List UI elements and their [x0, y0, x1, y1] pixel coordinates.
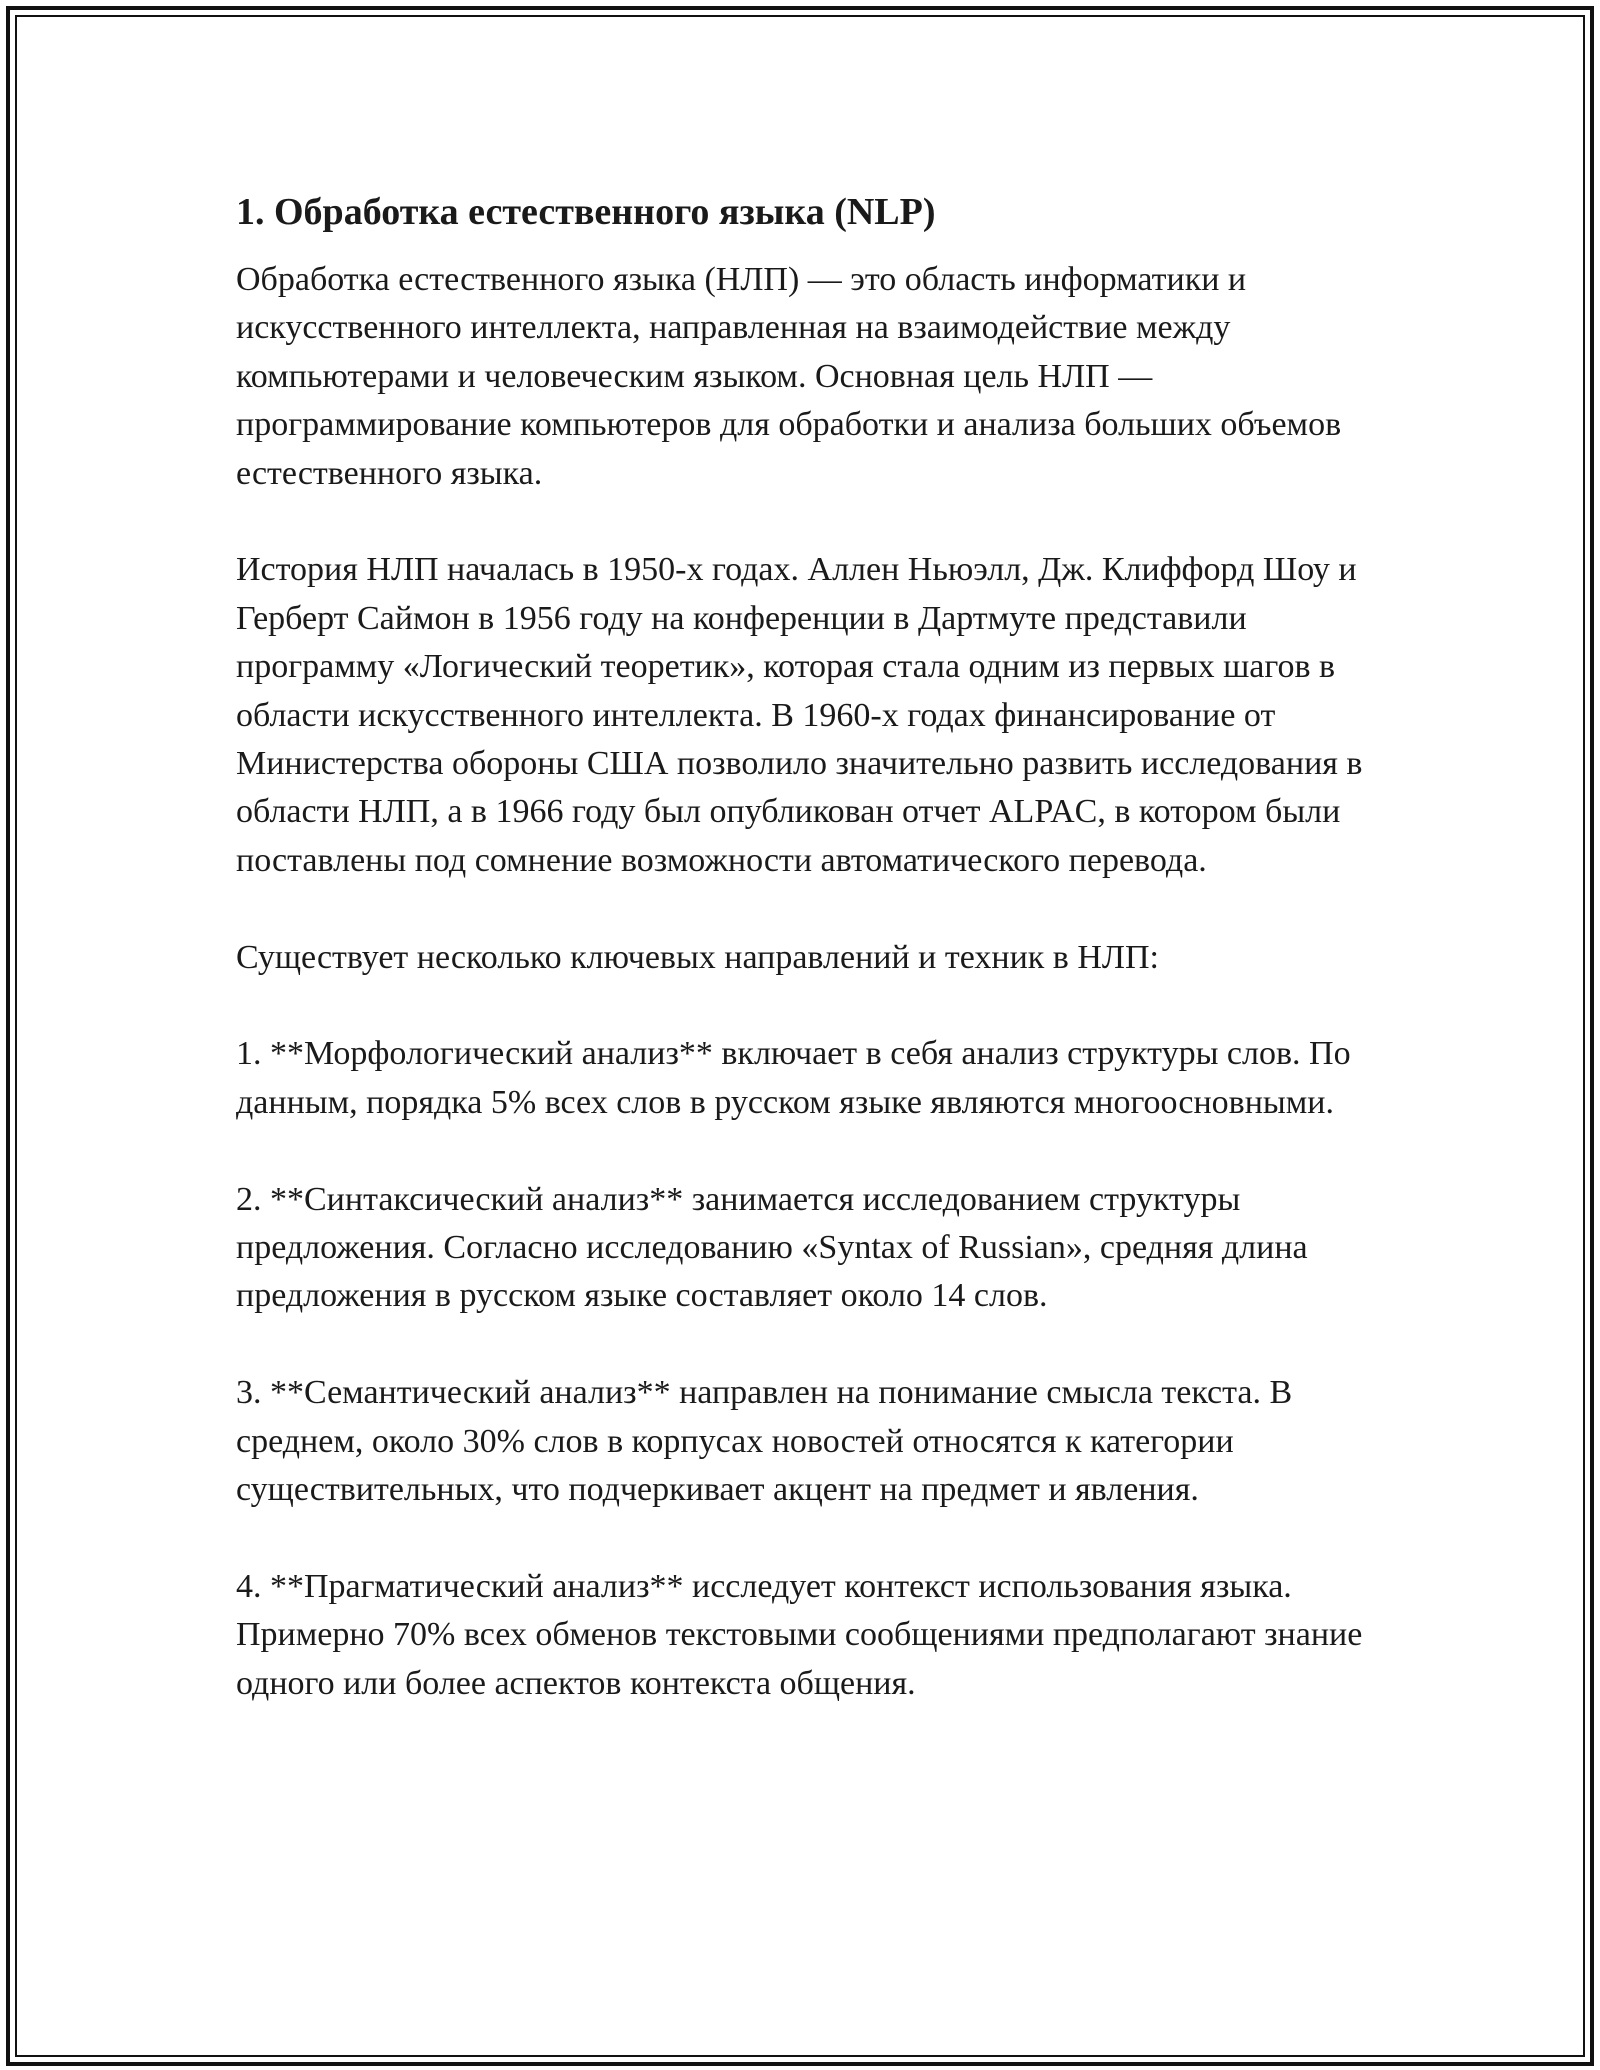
paragraph-directions-intro: Существует несколько ключевых направлений и техник в НЛП: — [236, 938, 1159, 976]
document-body — [236, 188, 1386, 1756]
list-item-syntactic: 2. **Синтаксический анализ** занимается исследованием структуры предложения. Согласно исследованию «Syntax of Russian», средняя длина предложения в русском языке составляет около 14 слов. — [236, 1180, 1308, 1315]
list-item-morphological: 1. **Морфологический анализ** включает в себя анализ структуры слов. По данным, порядка 5% всех слов в русском языке являются многоосновными. — [236, 1035, 1351, 1121]
document-title: 1. Обработка естественного языка (NLP) — [236, 191, 936, 233]
paragraph-intro: Обработка естественного языка (НЛП) — это область информатики и искусственного интеллекта, направленная на взаимодействие между компьютерами и человеческим языком. Основная цель НЛП — программирование компьютеров для обработки и анализа больших объемов естественного языка. — [236, 261, 1342, 492]
list-item-semantic: 3. **Семантический анализ** направлен на понимание смысла текста. В среднем, около 30% слов в корпусах новостей относятся к категории существительных, что подчеркивает акцент на предмет и явления. — [236, 1374, 1293, 1509]
list-item-pragmatic: 4. **Прагматический анализ** исследует контекст использования языка. Примерно 70% всех обменов текстовыми сообщениями предполагают знание одного или более аспектов контекста общения. — [236, 1567, 1363, 1702]
paragraph-history: История НЛП началась в 1950-х годах. Аллен Ньюэлл, Дж. Клиффорд Шоу и Герберт Саймон в 1956 году на конференции в Дартмуте представили программу «Логический теоретик», которая стала одним из первых шагов в области искусственного интеллекта. В 1960-х годах финансирование от Министерства обороны США позволило значительно развить исследования в области НЛП, а в 1966 году был опубликован отчет ALPAC, в котором были поставлены под сомнение возможности автоматического перевода. — [236, 551, 1363, 879]
